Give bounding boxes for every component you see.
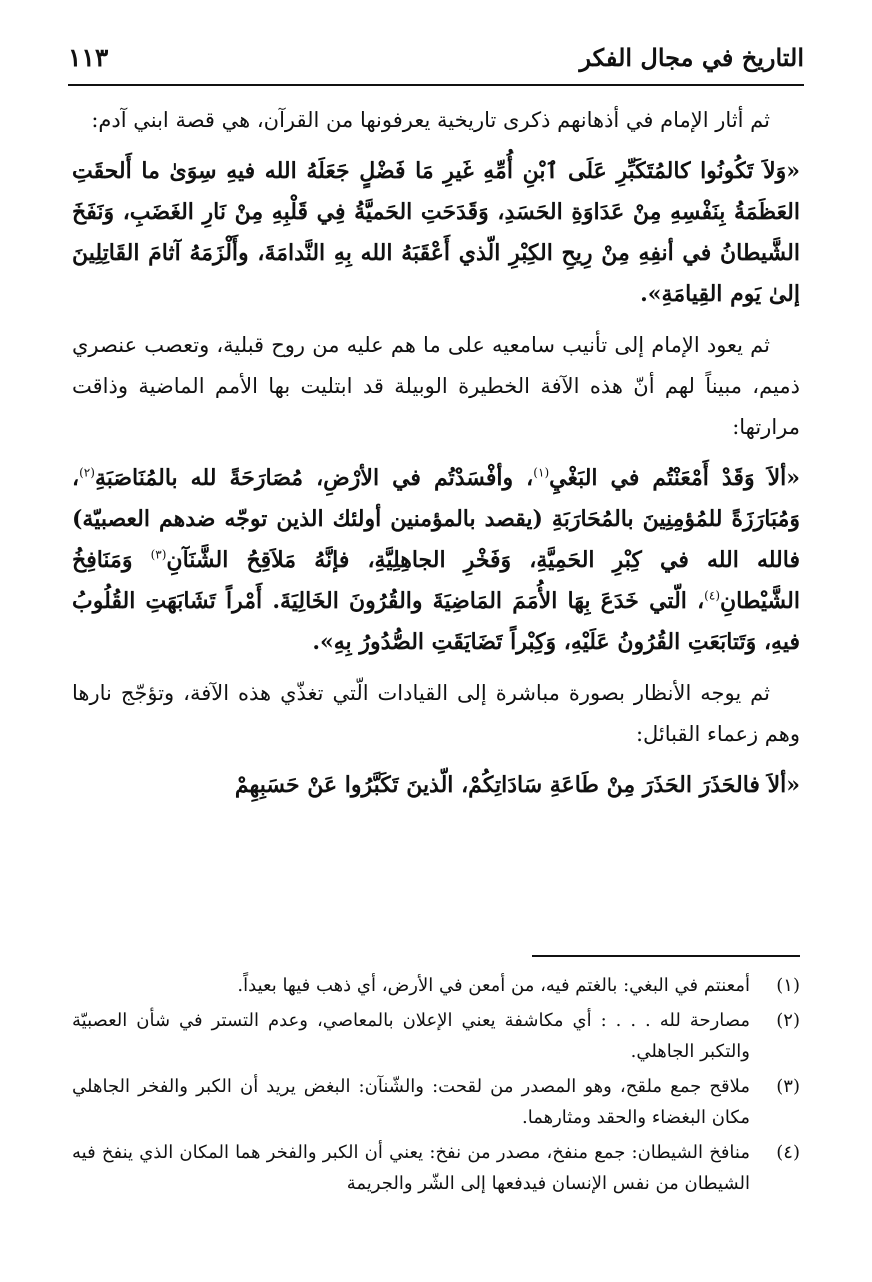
footnote-1	[72, 970, 800, 1001]
quote-2-part-e: ، الّتي خَدَعَ بِهَا الأُمَمَ المَاضِيَةَ والقُرُونَ الخَالِيَةَ. أَمْراً تَشَابَهَتِ القُلُوبُ فيهِ، وَتَتابَعَتِ القُرُونُ عَلَيْهِ، وَكِبْراً تَضَايَقَتِ الصُّدُورُ بِهِ».	[72, 588, 800, 655]
footnote-ref-1[interactable]: (١)	[533, 465, 550, 480]
footnote-text: ملاقح جمع ملقح، وهو المصدر من لقحت: والشّنآن: البغض يريد أن الكبر والفخر الجاهلي مكان البغضاء والحقد ومثارهما.	[72, 1076, 750, 1128]
footnote-text: منافخ الشيطان: جمع منفخ، مصدر من نفخ: يعني أن الكبر والفخر هما المكان الذي ينفخ فيه الشيطان من نفس الإنسان فيدفعها إلى الشّر والجريمة	[72, 1142, 750, 1194]
quote-2	[72, 458, 800, 663]
footnotes	[72, 970, 800, 1203]
quote-2-part-d: وَمَنَافِخُ الشَّيْطانِ	[72, 547, 800, 614]
footnote-number: (١)	[776, 975, 800, 996]
footnote-text: مصارحة لله . . . : أي مكاشفة يعني الإعلان بالمعاصي، وعدم التستر في شأن العصبيّة والتكبر الجاهلي.	[72, 1010, 750, 1062]
footnote-ref-3[interactable]: (٣)	[150, 547, 167, 562]
footnote-4	[72, 1137, 800, 1199]
page-number: ١١٣	[68, 42, 109, 72]
paragraph-3: ثم يوجه الأنظار بصورة مباشرة إلى القيادات الّتي تغذّي هذه الآفة، وتؤجّج نارها وهم زعماء القبائل:	[72, 681, 800, 746]
quote-3: «ألاَ فالحَذَرَ الحَذَرَ مِنْ طَاعَةِ سَادَاتِكُمْ، الّذينَ تَكَبَّرُوا عَنْ حَسَبِهِمْ	[234, 772, 800, 798]
footnote-ref-4[interactable]: (٤)	[704, 588, 720, 603]
page-header	[68, 30, 804, 86]
quote-2-part-b: ، وأفْسَدْتُم في الأرْضِ، مُصَارَحَةً لله بالمُنَاصَبَةِ	[94, 465, 534, 491]
footnote-2	[72, 1005, 800, 1067]
paragraph-2: ثم يعود الإمام إلى تأنيب سامعيه على ما هم عليه من روح قبلية، وتعصب عنصري ذميم، مبيناً لهم أنّ هذه الآفة الخطيرة الوبيلة قد ابتليت بها الأمم الماضية وذاقت مرارتها:	[72, 333, 800, 439]
footnote-number: (٢)	[776, 1010, 800, 1031]
footnote-text: أمعنتم في البغي: بالغتم فيه، من أمعن في الأرض، أي ذهب فيها بعيداً.	[237, 975, 750, 996]
running-title: التاريخ في مجال الفكر	[579, 42, 804, 72]
footnote-divider	[532, 955, 800, 957]
quote-2-part-a: «ألاَ وَقَدْ أَمْعَنْتُم في البَغْيِ	[549, 465, 801, 491]
quote-2-part-c: ، وَمُبَارَزَةً للمُؤمِنِينَ بالمُحَارَبَةِ (يقصد بالمؤمنين أولئك الذين توجّه ضدهم العصبيّة) فالله الله في كِبْرِ الحَمِيَّةِ، وَفَخْرِ الجاهِلِيَّةِ، فإنَّهُ مَلاَقِحُ الشَّنَآنِ	[72, 465, 800, 573]
quote-1: «وَلاَ تَكُونُوا كالمُتَكَبِّرِ عَلَى ٱبْنِ أُمِّهِ غَيرِ مَا فَضْلٍ جَعَلَهُ الله فيهِ سِوَىٰ ما أَلحقَتِ العَظَمَةُ بِنَفْسِهِ مِنْ عَدَاوَةِ الحَسَدِ، وَقَدَحَتِ الحَميَّةُ فِي قَلْبِهِ مِنْ نَارِ الغَضَبِ، وَنَفَخَ الشَّيطانُ في أنفِهِ مِنْ رِيحِ الكِبْرِ الّذي أَعْقَبَهُ الله بِهِ النَّدامَةَ، وأَلْزَمَهُ آثامَ القَاتِلِينَ إلىٰ يَوم القِيامَةِ».	[72, 158, 800, 307]
footnote-number: (٣)	[776, 1076, 800, 1097]
main-text	[72, 100, 800, 816]
footnote-ref-2[interactable]: (٢)	[79, 465, 95, 480]
paragraph-1: ثم أثار الإمام في أذهانهم ذكرى تاريخية يعرفونها من القرآن، هي قصة ابني آدم:	[91, 108, 770, 132]
footnote-number: (٤)	[776, 1142, 800, 1163]
footnote-3	[72, 1071, 800, 1133]
